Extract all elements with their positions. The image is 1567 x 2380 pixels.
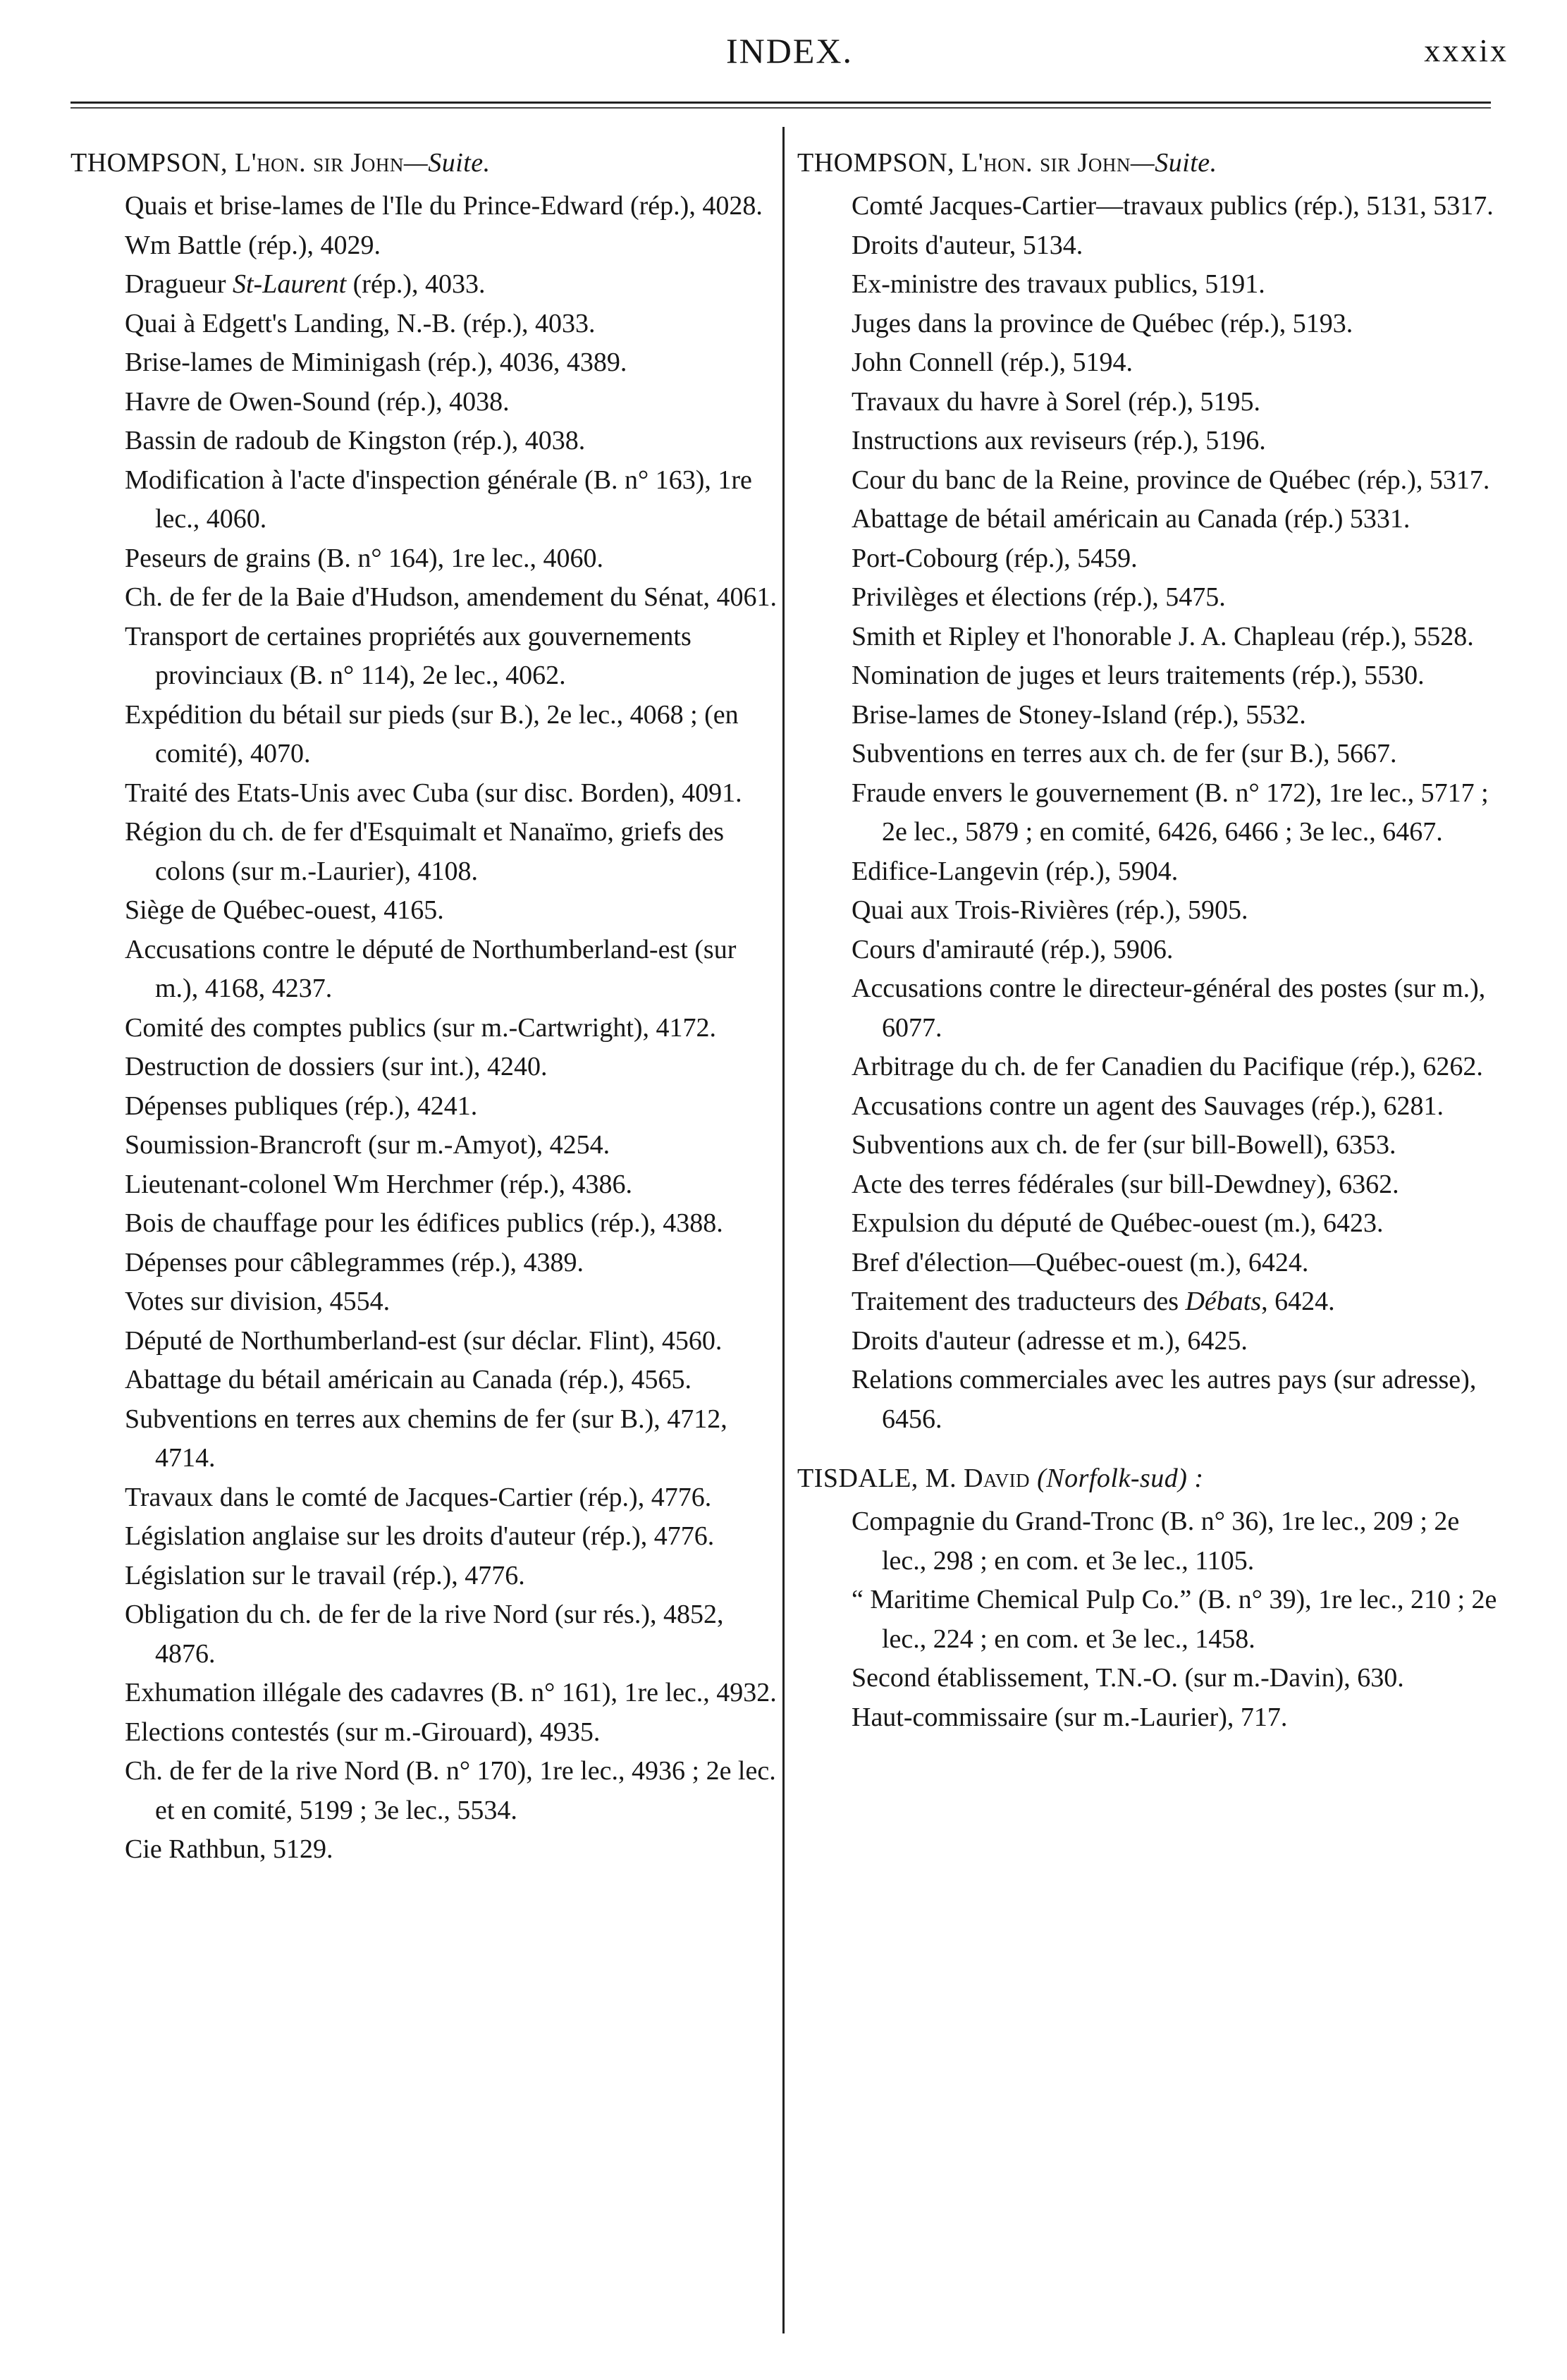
continued-label: —Suite. [403, 148, 491, 178]
index-entry: Expédition du bétail sur pieds (sur B.), 2e lec., 4068 ; (en comité), 4070. [125, 699, 739, 768]
index-entry: Dépenses publiques (rép.), 4241. [125, 1091, 478, 1121]
index-entry: Compagnie du Grand-Tronc (B. n° 36), 1re lec., 209 ; 2e lec., 298 ; en com. et 3e lec., 1105. [852, 1507, 1460, 1576]
index-entry: Instructions aux reviseurs (rép.), 5196. [852, 426, 1266, 455]
index-entry: Législation anglaise sur les droits d'auteur (rép.), 4776. [125, 1521, 715, 1551]
index-entry: Destruction de dossiers (sur int.), 4240. [125, 1052, 548, 1081]
person-name: THOMPSON, [797, 148, 955, 178]
index-entry: Cie Rathbun, 5129. [125, 1834, 333, 1864]
index-entry: Dépenses pour câblegrammes (rép.), 4389. [125, 1247, 584, 1277]
index-entry: Wm Battle (rép.), 4029. [125, 230, 381, 260]
index-entry: Bref d'élection—Québec-ouest (m.), 6424. [852, 1247, 1309, 1277]
index-entry: Fraude envers le gouvernement (B. n° 172), 1re lec., 5717 ; 2e lec., 5879 ; en comité, 6426, 6466 ; 3e lec., 6467. [852, 778, 1489, 847]
index-entry: “ Maritime Chemical Pulp Co.” (B. n° 39), 1re lec., 210 ; 2e lec., 224 ; en com. et 3e lec., 1458. [852, 1585, 1497, 1654]
index-heading [797, 1459, 1502, 1498]
index-entry: Modification à l'acte d'inspection générale (B. n° 163), 1re lec., 4060. [125, 465, 752, 534]
entry-list [797, 1502, 1502, 1737]
index-entry: Obligation du ch. de fer de la rive Nord (sur rés.), 4852, 4876. [125, 1600, 724, 1669]
index-entry: Quai aux Trois-Rivières (rép.), 5905. [852, 895, 1248, 925]
index-entry: Quais et brise-lames de l'Ile du Prince-Edward (rép.), 4028. [125, 191, 763, 221]
index-entry: Cour du banc de la Reine, province de Québec (rép.), 5317. [852, 465, 1490, 495]
index-entry: Subventions en terres aux ch. de fer (sur B.), 5667. [852, 739, 1397, 768]
entry-text-part: Traitement des traducteurs des [852, 1287, 1186, 1316]
index-entry: Comité des comptes publics (sur m.-Cartwright), 4172. [125, 1012, 717, 1043]
index-entry: Juges dans la province de Québec (rép.), 5193. [852, 308, 1353, 338]
index-entry: Subventions en terres aux chemins de fer (sur B.), 4712, 4714. [125, 1404, 727, 1473]
person-title: David [964, 1464, 1031, 1493]
index-entry: Havre de Owen-Sound (rép.), 4038. [125, 386, 510, 417]
index-entry: Traité des Etats-Unis avec Cuba (sur disc. Borden), 4091. [125, 778, 742, 808]
page-number: xxxix [1424, 32, 1508, 68]
index-entry: Nomination de juges et leurs traitements (rép.), 5530. [852, 661, 1425, 690]
index-entry [797, 1282, 1502, 1322]
index-entry: Cours d'amirauté (rép.), 5906. [852, 934, 1174, 964]
index-entry: Abattage du bétail américain au Canada (rép.), 4565. [125, 1365, 692, 1394]
index-entry: Droits d'auteur, 5134. [852, 230, 1083, 260]
index-entry: Edifice-Langevin (rép.), 5904. [852, 856, 1179, 886]
index-entry: Brise-lames de Stoney-Island (rép.), 5532. [852, 699, 1306, 730]
person-name: THOMPSON, [70, 148, 228, 178]
page-header [70, 25, 1508, 82]
index-entry: Smith et Ripley et l'honorable J. A. Chapleau (rép.), 5528. [852, 621, 1474, 651]
entry-text-part: , 6424. [1261, 1287, 1335, 1316]
index-entry: Haut-commissaire (sur m.-Laurier), 717. [852, 1702, 1288, 1732]
left-column [70, 143, 782, 1870]
index-entry: Député de Northumberland-est (sur déclar. Flint), 4560. [125, 1325, 723, 1356]
index-entry: Ex-ministre des travaux publics, 5191. [852, 269, 1265, 299]
index-entry: Soumission-Brancroft (sur m.-Amyot), 4254. [125, 1130, 610, 1160]
person-title: L'hon. sir John [961, 148, 1131, 178]
person-title: L'hon. sir John [235, 148, 404, 178]
continued-label: —Suite. [1130, 148, 1217, 178]
index-entry: Port-Cobourg (rép.), 5459. [852, 543, 1138, 573]
index-entry: Comté Jacques-Cartier—travaux publics (rép.), 5131, 5317. [852, 191, 1494, 221]
entry-text-part: Dragueur [125, 269, 233, 299]
index-entry: Brise-lames de Miminigash (rép.), 4036, 4389. [125, 348, 627, 377]
index-entry: Travaux du havre à Sorel (rép.), 5195. [852, 386, 1261, 417]
entry-list [70, 187, 782, 1870]
index-entry [70, 265, 782, 305]
index-entry: Relations commerciales avec les autres pays (sur adresse), 6456. [852, 1365, 1477, 1434]
index-entry: Ch. de fer de la rive Nord (B. n° 170), 1re lec., 4936 ; 2e lec. et en comité, 5199 ; 3e lec., 5534. [125, 1756, 776, 1825]
right-column [797, 143, 1502, 1737]
entry-italic-text: Débats [1185, 1287, 1262, 1316]
index-entry: Exhumation illégale des cadavres (B. n° 161), 1re lec., 4932. [125, 1678, 777, 1707]
index-entry: Acte des terres fédérales (sur bill-Dewdney), 6362. [852, 1169, 1399, 1199]
entry-text-part: (rép.), 4033. [346, 269, 486, 299]
section-gap [797, 1439, 1502, 1459]
index-entry: Abattage de bétail américain au Canada (rép.) 5331. [852, 504, 1411, 534]
index-entry: Bassin de radoub de Kingston (rép.), 4038. [125, 426, 586, 455]
index-entry: Siège de Québec-ouest, 4165. [125, 895, 444, 925]
index-entry: Accusations contre le directeur-général des postes (sur m.), 6077. [852, 974, 1486, 1043]
index-entry: Expulsion du député de Québec-ouest (m.), 6423. [852, 1208, 1384, 1238]
index-entry: Second établissement, T.N.-O. (sur m.-Davin), 630. [852, 1663, 1404, 1693]
index-entry: Peseurs de grains (B. n° 164), 1re lec., 4060. [125, 543, 603, 573]
index-entry: Travaux dans le comté de Jacques-Cartier (rép.), 4776. [125, 1482, 712, 1512]
person-name: TISDALE, M. [797, 1464, 957, 1493]
index-entry: Droits d'auteur (adresse et m.), 6425. [852, 1325, 1248, 1356]
district-label: (Norfolk-sud) : [1037, 1464, 1204, 1493]
index-heading [797, 143, 1502, 183]
index-entry: Quai à Edgett's Landing, N.-B. (rép.), 4033. [125, 308, 596, 338]
entry-italic-text: St-Laurent [232, 269, 347, 299]
index-heading [70, 143, 782, 183]
index-entry: Région du ch. de fer d'Esquimalt et Nanaïmo, griefs des colons (sur m.-Laurier), 4108. [125, 817, 725, 886]
index-entry: Accusations contre le député de Northumberland-est (sur m.), 4168, 4237. [125, 934, 737, 1003]
index-entry: Arbitrage du ch. de fer Canadien du Pacifique (rép.), 6262. [852, 1052, 1483, 1081]
index-entry: Privilèges et élections (rép.), 5475. [852, 582, 1226, 612]
column-divider [782, 127, 785, 2333]
index-entry: Subventions aux ch. de fer (sur bill-Bowell), 6353. [852, 1130, 1396, 1160]
index-entry: Lieutenant-colonel Wm Herchmer (rép.), 4386. [125, 1169, 632, 1199]
index-entry: Bois de chauffage pour les édifices publics (rép.), 4388. [125, 1208, 723, 1238]
index-entry: Transport de certaines propriétés aux gouvernements provinciaux (B. n° 114), 2e lec., 4062. [125, 621, 692, 690]
entry-list [797, 187, 1502, 1439]
index-entry: Accusations contre un agent des Sauvages (rép.), 6281. [852, 1091, 1444, 1121]
index-entry: John Connell (rép.), 5194. [852, 348, 1133, 377]
index-entry: Votes sur division, 4554. [125, 1287, 391, 1316]
index-entry: Elections contestés (sur m.-Girouard), 4935. [125, 1717, 601, 1747]
header-rule [70, 102, 1491, 109]
index-entry: Ch. de fer de la Baie d'Hudson, amendement du Sénat, 4061. [125, 582, 777, 612]
page-title: INDEX. [725, 31, 854, 70]
index-entry: Législation sur le travail (rép.), 4776. [125, 1560, 525, 1590]
